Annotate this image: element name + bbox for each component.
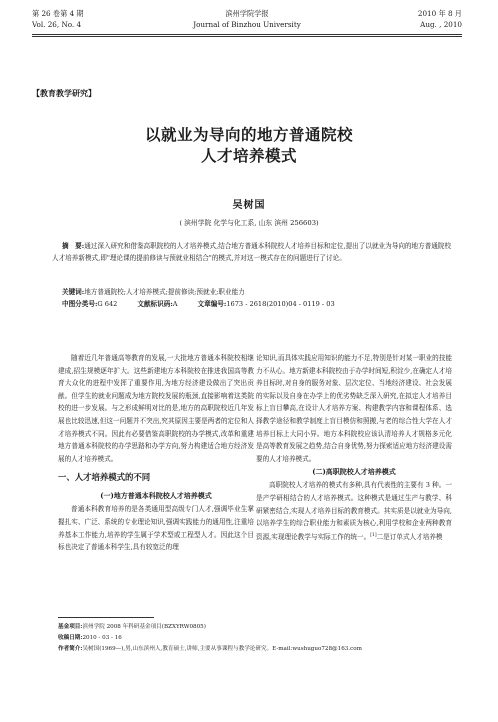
header-rule [32, 34, 462, 35]
doc-label: 文献标识码: [137, 300, 173, 308]
title-line-2: 人才培养模式 [200, 146, 297, 165]
bio-label: 作者简介: [58, 645, 83, 652]
fund-label: 基金项目: [58, 624, 83, 630]
subsection-heading-1: (一)地方普通本科院校人才培养模式 [100, 491, 212, 501]
body-column-right [256, 352, 452, 544]
keywords-text: 地方普通院校;人才培养模式;提前修读;预就业;职业能力 [84, 288, 245, 296]
clc-number [62, 298, 117, 308]
section-tag: 【教育教学研究】 [32, 88, 96, 98]
date-text: 2010 - 03 - 16 [82, 634, 122, 641]
footnote-rule [58, 617, 154, 618]
document-code [137, 298, 177, 308]
citation-1: [1] [370, 532, 377, 538]
author-bio-note [58, 644, 458, 655]
paragraph-continued: 论知识,而具体实践应用知识的能力不足,特别是针对某一职业的技能力不从心。地方新建本科院校由于办学时间短,积淀少,在确定人才培养目标时,对自身的服务对象、层次定位、当地经济建设、社会发展的实际以及自身在办学上的优劣势缺乏深入研究,在拟定人才培养目标上盲目攀高,在设计人才培养方案、构建教学内容和课程体系、选择教学途径和教学制度上盲目模仿和照搬,与老的综合性大学在人才培养目标上大同小异。地方本科院校应该认清培养人才规格多元化是高等教育发展之趋势,结合自身优势,努力探索适应地方经济建设需要的人才培养模式。 [256, 354, 452, 463]
received-date-note [58, 633, 458, 644]
title-line-1: 以就业为导向的地方普通院校 [144, 125, 353, 144]
body-column-left [58, 352, 254, 554]
author-affiliation: ( 滨州学院 化学与化工系, 山东 滨州 256603) [179, 219, 319, 227]
intro-paragraph: 随着近几年普通高等教育的发展,一大批地方普通本科院校相继建成,招生规模逐年扩大。这些新建地方本科院校在推进我国高等教育大众化的进程中发挥了重要作用,为地方经济建设做出了突出贡献。但学生的就业问题成为地方院校发展的瓶颈,直接影响着这类院校的进一步发展。与之形成鲜明对比的是,地方的高职院校近几年发展也比较迅速,但这一问题并不突出,究其原因主要是两者的定位和人才培养模式不同。因此有必要借鉴高职院校的办学模式,改革和重建地方普通本科院校的办学思路和办学方向,努力构建适合地方经济发展的人才培养模式。 [58, 354, 254, 463]
doc-value: A [172, 300, 178, 308]
header-rule-thin [32, 36, 462, 37]
article-number [198, 298, 335, 308]
paragraph-undergrad-model: 普通本科教育培养的是各类通用型高级专门人才,强调毕业生掌握扎实、广泛、系统的专业理论知识,强调实践能力的通用性,注重培养基本工作能力,培养的学生属于学术型或工程型人才。因此这个目标也决定了普通本科学生,具有较宽泛的理 [58, 505, 254, 552]
article-label: 文章编号: [197, 300, 227, 308]
fund-text: 滨州学院 2008 年科研基金项目(BZXYRW0805) [82, 624, 206, 630]
section-heading-1: 一、人才培养模式的不同 [58, 472, 151, 483]
article-title [0, 124, 498, 166]
article-value: 1673 - 2618(2010)04 - 0119 - 03 [226, 300, 335, 308]
paragraph-vocational-model [256, 479, 452, 543]
clc-label: 中图分类号: [62, 300, 98, 308]
abstract [52, 240, 452, 265]
keywords-label: 关键词: [62, 288, 85, 296]
fund-note [58, 622, 458, 633]
date-label: 收稿日期: [58, 634, 83, 641]
volume-issue-cn: 第 26 卷第 4 期 [32, 9, 84, 18]
vocational-tail: 二是订单式人才培养模 [376, 532, 443, 541]
bio-text: 吴树国(1969—),男,山东滨州人,教育硕士,讲师,主要从事课程与教学论研究。E-mail:wushuguo728@163.com [82, 645, 362, 652]
date-cn: 2010 年 8 月 [417, 9, 462, 18]
subsection-heading-2: (二)高职院校人才培养模式 [312, 467, 396, 477]
keywords [62, 286, 245, 296]
volume-issue-en: Vol. 26, No. 4 [32, 20, 82, 29]
vocational-text: 高职院校人才培养的模式有多种,具有代表性的主要有 3 种。一是产学研相结合的人才培养模式。这种模式是通过生产与教学、科研紧密结合,实现人才培养目标的教育模式。其实质是以就业为导向,以培养学生的综合职业能力和素质为核心,利用学校和企业两种教育资源,实现理论教学与实际工作的统一。 [256, 481, 452, 541]
abstract-text: 通过深入研究和借鉴高职院校的人才培养模式,结合地方普通本科院校人才培养目标和定位,提出了以就业为导向的地方普通院校人才培养新模式,即"理论课的提前修读与预就业相结合"的模式,并对这一模式存在的问题进行了讨论。 [52, 242, 452, 263]
abstract-label: 摘 要: [62, 242, 85, 250]
journal-name-cn: 滨州学院学报 [225, 9, 269, 18]
clc-value: G 642 [97, 300, 118, 308]
footnotes [58, 622, 458, 654]
journal-name-en: Journal of Binzhou University [193, 20, 301, 29]
classification-ids [62, 298, 335, 308]
running-header [32, 8, 462, 30]
author-name: 吴树国 [232, 200, 266, 211]
date-en: Aug. , 2010 [420, 20, 462, 29]
